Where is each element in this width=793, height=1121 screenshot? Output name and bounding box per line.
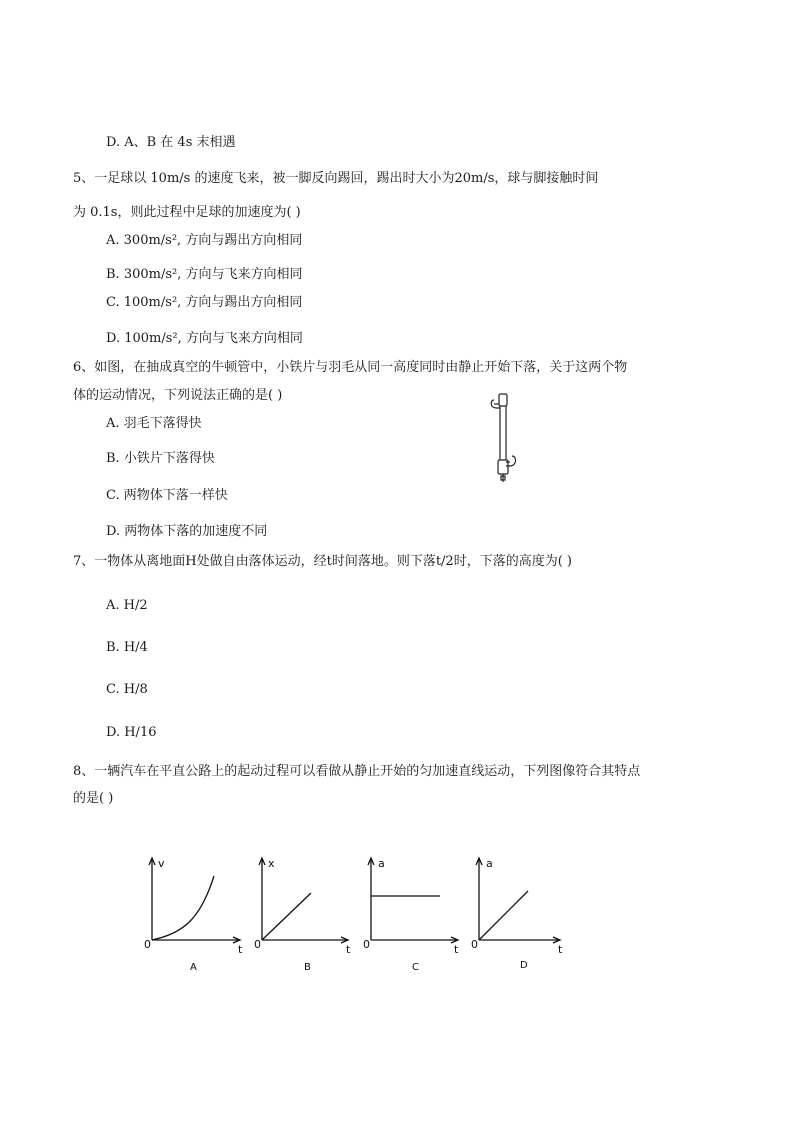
q8-stem-line2: 的是( ) xyxy=(73,791,114,806)
q7-option-c: C. H/8 xyxy=(106,682,148,697)
q7-option-d: D. H/16 xyxy=(106,725,157,740)
graph-c-caption: C xyxy=(412,962,419,973)
graph-b-ylabel: x xyxy=(268,857,275,870)
graph-a-xlabel: t xyxy=(238,943,243,956)
q5-option-b: B. 300m/s², 方向与飞来方向相同 xyxy=(106,267,303,282)
q4-option-d: D. A、B 在 4s 末相遇 xyxy=(106,135,236,150)
graph-c-xlabel: t xyxy=(454,943,459,956)
q6-stem-line1: 6、如图，在抽成真空的牛顿管中，小铁片与羽毛从同一高度同时由静止开始下落，关于这两个物 xyxy=(73,360,628,375)
graph-d-ylabel: a xyxy=(486,857,493,870)
graph-b-xlabel: t xyxy=(346,943,351,956)
q6-option-b: B. 小铁片下落得快 xyxy=(106,451,215,466)
newton-tube-figure xyxy=(488,390,518,485)
graph-a-origin: 0 xyxy=(144,938,151,951)
graph-b-line xyxy=(262,893,311,940)
graph-d-caption: D xyxy=(520,960,528,971)
graph-a-curve xyxy=(152,876,214,940)
graph-d-line xyxy=(479,891,528,940)
graph-b-origin: 0 xyxy=(254,938,261,951)
q6-stem-line2: 体的运动情况，下列说法正确的是( ) xyxy=(73,388,283,403)
q7-stem-line1: 7、一物体从离地面H处做自由落体运动，经t时间落地。则下落t/2时，下落的高度为( ) xyxy=(73,554,572,569)
graph-d-origin: 0 xyxy=(471,938,478,951)
graph-d-xlabel: t xyxy=(558,943,563,956)
q5-stem-line2: 为 0.1s，则此过程中足球的加速度为( ) xyxy=(73,205,301,220)
graph-a-caption: A xyxy=(190,962,197,973)
q8-graphs xyxy=(138,848,578,978)
q5-option-a: A. 300m/s², 方向与踢出方向相同 xyxy=(106,233,303,248)
graph-b-caption: B xyxy=(304,962,311,973)
q8-stem-line1: 8、一辆汽车在平直公路上的起动过程可以看做从静止开始的匀加速直线运动，下列图像符合其特点 xyxy=(73,764,641,779)
q6-option-d: D. 两物体下落的加速度不同 xyxy=(106,524,268,539)
q7-option-a: A. H/2 xyxy=(106,598,148,613)
q7-option-b: B. H/4 xyxy=(106,640,148,655)
q6-option-c: C. 两物体下落一样快 xyxy=(106,488,228,503)
graph-a-ylabel: v xyxy=(158,857,165,870)
q5-option-d: D. 100m/s², 方向与飞来方向相同 xyxy=(106,331,303,346)
graph-c-ylabel: a xyxy=(378,857,385,870)
q5-option-c: C. 100m/s², 方向与踢出方向相同 xyxy=(106,295,303,310)
graph-c-origin: 0 xyxy=(363,938,370,951)
q5-stem-line1: 5、一足球以 10m/s 的速度飞来，被一脚反向踢回，踢出时大小为20m/s，球与脚接触时间 xyxy=(73,171,599,186)
q6-option-a: A. 羽毛下落得快 xyxy=(106,416,202,431)
